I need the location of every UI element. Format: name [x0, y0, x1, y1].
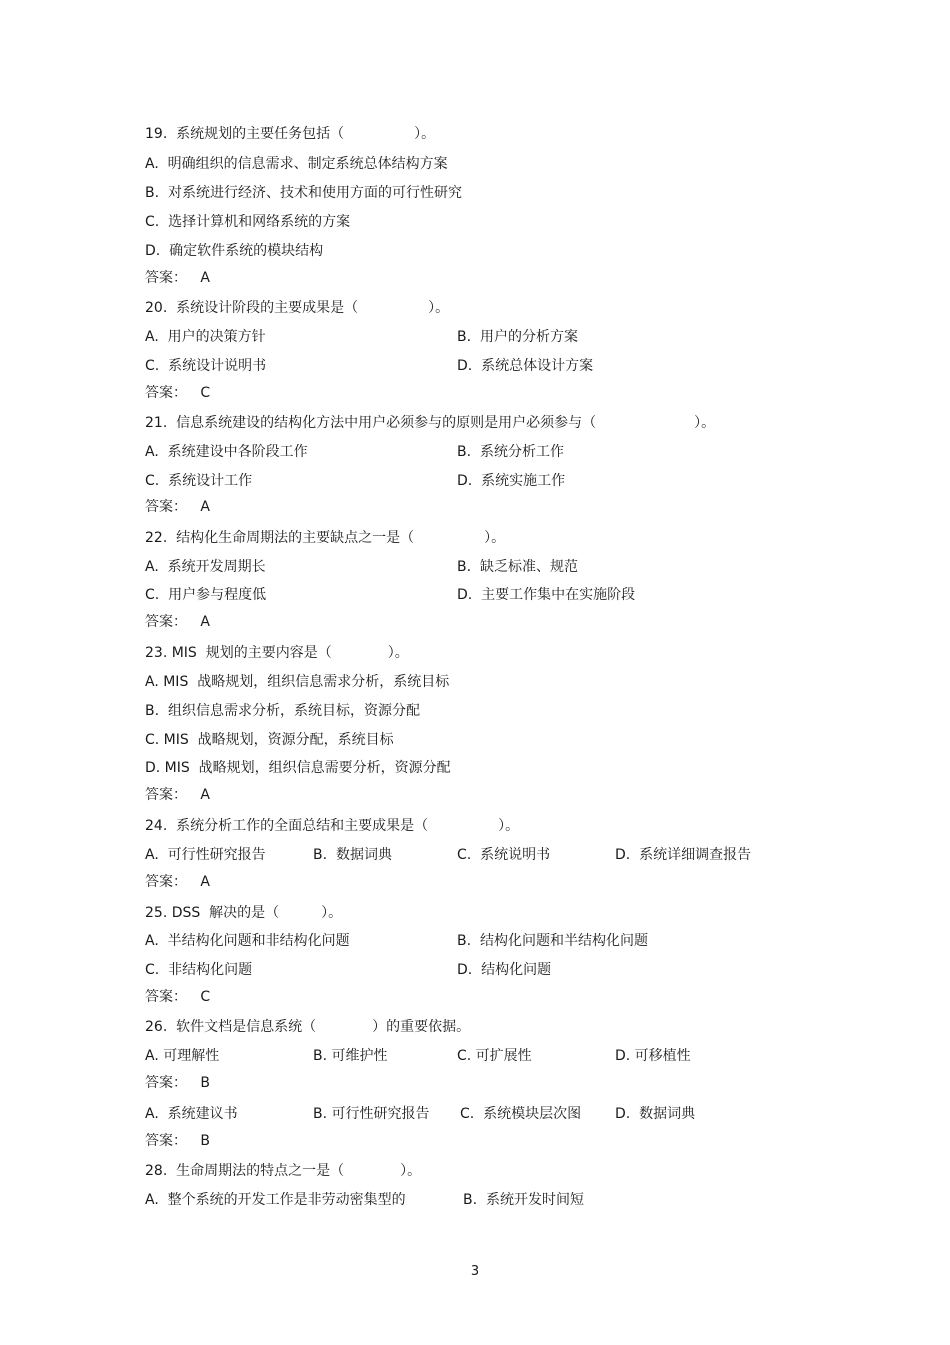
question-21-answer: 答案： A	[145, 499, 210, 515]
question-19-stem: 19. 系统规划的主要任务包括（ ）。	[145, 126, 436, 142]
question-20-answer: 答案： C	[145, 385, 211, 401]
question-27-option-b: B. 可行性研究报告	[313, 1106, 430, 1122]
question-28-stem: 28. 生命周期法的特点之一是（ ）。	[145, 1163, 422, 1179]
page-number: 3	[470, 1264, 480, 1279]
question-23-option-b: B. 组织信息需求分析，系统目标，资源分配	[145, 703, 420, 719]
question-19-option-a: A. 明确组织的信息需求、制定系统总体结构方案	[145, 156, 448, 172]
question-25-stem: 25. DSS 解决的是（ ）。	[145, 905, 343, 921]
question-26-option-b: B. 可维护性	[313, 1048, 388, 1064]
question-23-option-c: C. MIS 战略规划，资源分配，系统目标	[145, 732, 394, 748]
question-21-option-a: A. 系统建设中各阶段工作	[145, 444, 308, 460]
question-25-option-d: D. 结构化问题	[457, 962, 552, 978]
question-22-option-b: B. 缺乏标准、规范	[457, 559, 578, 575]
question-28-option-a: A. 整个系统的开发工作是非劳动密集型的	[145, 1192, 406, 1208]
question-27-option-d: D. 数据词典	[615, 1106, 696, 1122]
question-26-answer: 答案： B	[145, 1075, 210, 1091]
question-23-stem: 23. MIS 规划的主要内容是（ ）。	[145, 645, 409, 661]
question-21-option-b: B. 系统分析工作	[457, 444, 564, 460]
question-23-answer: 答案： A	[145, 787, 210, 803]
question-21-option-c: C. 系统设计工作	[145, 473, 253, 489]
question-22-option-a: A. 系统开发周期长	[145, 559, 266, 575]
question-27-option-a: A. 系统建议书	[145, 1106, 238, 1122]
question-19-option-d: D. 确定软件系统的模块结构	[145, 243, 324, 259]
question-24-answer: 答案： A	[145, 874, 210, 890]
question-19-option-b: B. 对系统进行经济、技术和使用方面的可行性研究	[145, 185, 462, 201]
question-25-option-a: A. 半结构化问题和非结构化问题	[145, 933, 350, 949]
question-20-option-a: A. 用户的决策方针	[145, 329, 266, 345]
question-24-option-c: C. 系统说明书	[457, 847, 551, 863]
question-22-answer: 答案： A	[145, 614, 210, 630]
question-22-stem: 22. 结构化生命周期法的主要缺点之一是（ ）。	[145, 530, 506, 546]
question-21-stem: 21. 信息系统建设的结构化方法中用户必须参与的原则是用户必须参与（ ）。	[145, 415, 716, 431]
question-27-option-c: C. 系统模块层次图	[460, 1106, 582, 1122]
question-26-stem: 26. 软件文档是信息系统（ ）的重要依据。	[145, 1019, 471, 1035]
question-24-option-b: B. 数据词典	[313, 847, 392, 863]
question-20-stem: 20. 系统设计阶段的主要成果是（ ）。	[145, 300, 450, 316]
question-26-option-c: C. 可扩展性	[457, 1048, 532, 1064]
question-24-option-a: A. 可行性研究报告	[145, 847, 266, 863]
question-19-option-c: C. 选择计算机和网络系统的方案	[145, 214, 351, 230]
question-21-option-d: D. 系统实施工作	[457, 473, 566, 489]
question-22-option-c: C. 用户参与程度低	[145, 587, 267, 603]
question-28-option-b: B. 系统开发时间短	[463, 1192, 584, 1208]
question-27-answer: 答案： B	[145, 1133, 210, 1149]
question-20-option-d: D. 系统总体设计方案	[457, 358, 594, 374]
question-23-option-a: A. MIS 战略规划，组织信息需求分析，系统目标	[145, 674, 450, 690]
question-25-answer: 答案： C	[145, 989, 211, 1005]
question-24-stem: 24. 系统分析工作的全面总结和主要成果是（ ）。	[145, 818, 520, 834]
question-26-option-d: D. 可移植性	[615, 1048, 691, 1064]
question-25-option-c: C. 非结构化问题	[145, 962, 253, 978]
question-22-option-d: D. 主要工作集中在实施阶段	[457, 587, 636, 603]
question-23-option-d: D. MIS 战略规划，组织信息需要分析，资源分配	[145, 760, 451, 776]
question-19-answer: 答案： A	[145, 270, 210, 286]
question-26-option-a: A. 可理解性	[145, 1048, 220, 1064]
question-24-option-d: D. 系统详细调查报告	[615, 847, 752, 863]
question-20-option-c: C. 系统设计说明书	[145, 358, 267, 374]
question-25-option-b: B. 结构化问题和半结构化问题	[457, 933, 648, 949]
question-20-option-b: B. 用户的分析方案	[457, 329, 578, 345]
